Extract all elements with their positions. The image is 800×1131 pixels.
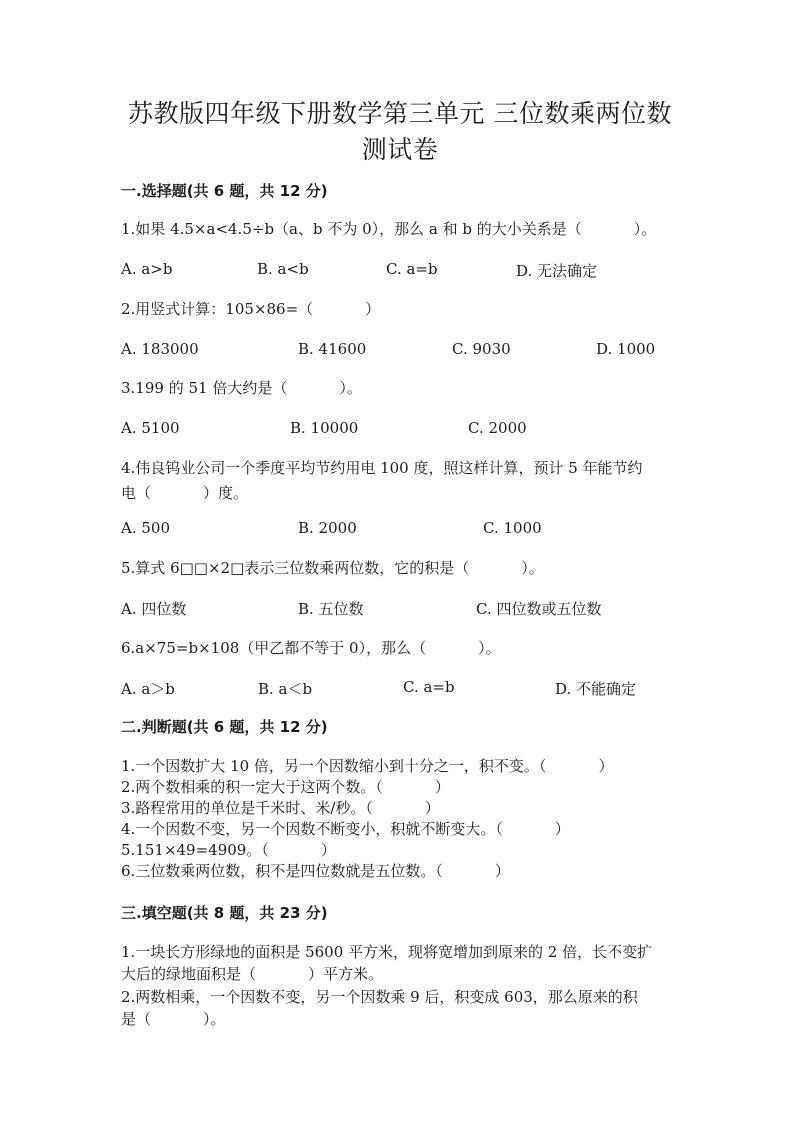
question-text-line2: 电（ — [121, 484, 152, 502]
option-a: A. 四位数 — [121, 600, 187, 618]
question-text: 4.伟良钨业公司一个季度平均节约用电 100 度，照这样计算，预计 5 年能节约 — [121, 459, 643, 477]
fill-text-end: ）平方米。 — [308, 965, 384, 983]
option-c: C. 四位数或五位数 — [476, 600, 602, 618]
fill-text-end: ）。 — [203, 1010, 226, 1028]
judgement-text: 6.三位数乘两位数，积不是四位数就是五位数。（ — [121, 862, 443, 880]
question-1 — [121, 218, 656, 240]
judgement-item-5 — [121, 839, 336, 861]
judgement-item-3 — [121, 797, 440, 819]
option-c: C. 2000 — [468, 419, 527, 437]
option-b: B. 10000 — [290, 419, 359, 437]
question-text: 5.算式 6□□×2□表示三位数乘两位数，它的积是（ — [121, 559, 470, 577]
question-text: 6.a×75=b×108（甲乙都不等于 0），那么（ — [121, 639, 427, 657]
document-title-line2: 测试卷 — [361, 135, 439, 164]
option-c: C. a=b — [403, 678, 455, 696]
fill-text: 2.两数相乘，一个因数不变，另一个因数乘 9 后，积变成 603，那么原来的积 — [121, 988, 638, 1006]
option-b: B. 41600 — [298, 340, 367, 358]
question-text-end: ）。 — [521, 559, 544, 577]
option-a: A. 5100 — [121, 419, 180, 437]
fill-text: 1.一块长方形绿地的面积是 5600 平方米，现将宽增加到原来的 2 倍，长不变扩 — [121, 943, 653, 961]
judgement-item-4 — [121, 818, 570, 840]
question-6 — [121, 637, 501, 659]
question-4 — [121, 457, 643, 504]
judgement-end: ） — [434, 778, 450, 796]
question-text-end: ） — [365, 300, 381, 318]
judgement-text: 3.路程常用的单位是千米时、米/秒。（ — [121, 799, 373, 817]
option-c: C. 9030 — [452, 340, 511, 358]
option-c: C. a=b — [386, 260, 438, 278]
option-b: B. 2000 — [298, 519, 357, 537]
judgement-text: 2.两个数相乘的积一定大于这两个数。（ — [121, 778, 383, 796]
judgement-end: ） — [598, 757, 614, 775]
question-text: 3.199 的 51 倍大约是（ — [121, 379, 288, 397]
section-heading-fill: 三.填空题(共 8 题，共 23 分) — [121, 904, 328, 922]
section-heading-choice: 一.选择题(共 6 题，共 12 分) — [121, 182, 328, 200]
judgement-end: ） — [424, 799, 440, 817]
option-b: B. 五位数 — [298, 600, 364, 618]
question-text-end: ）度。 — [203, 484, 249, 502]
judgement-item-1 — [121, 755, 613, 777]
fill-text-line2: 是（ — [121, 1010, 152, 1028]
option-c: C. 1000 — [483, 519, 542, 537]
option-a: A. a＞b — [121, 680, 175, 698]
option-d: D. 不能确定 — [555, 680, 637, 698]
judgement-end: ） — [554, 820, 570, 838]
option-a: A. 500 — [121, 519, 170, 537]
fill-text-line2: 大后的绿地面积是（ — [121, 965, 257, 983]
question-text: 2.用竖式计算：105×86=（ — [121, 300, 314, 318]
fill-item-2 — [121, 986, 638, 1030]
judgement-text: 4.一个因数不变，另一个因数不断变小，积就不断变大。（ — [121, 820, 503, 838]
judgement-text: 1.一个因数扩大 10 倍，另一个因数缩小到十分之一，积不变。（ — [121, 757, 547, 775]
question-text-end: ）。 — [339, 379, 362, 397]
option-d: D. 无法确定 — [516, 262, 598, 280]
document-title-line1: 苏教版四年级下册数学第三单元 三位数乘两位数 — [128, 99, 672, 128]
judgement-end: ） — [494, 862, 510, 880]
section-heading-judgement: 二.判断题(共 6 题，共 12 分) — [121, 718, 328, 736]
question-2 — [121, 298, 380, 320]
judgement-item-2 — [121, 776, 450, 798]
option-d: D. 1000 — [596, 340, 656, 358]
option-b: B. a＜b — [258, 680, 313, 698]
question-text: 1.如果 4.5×a<4.5÷b（a、b 不为 0），那么 a 和 b 的大小关系是（ — [121, 220, 582, 238]
option-a: A. a>b — [121, 260, 173, 278]
question-text-end: ）。 — [633, 220, 657, 238]
fill-item-1 — [121, 941, 652, 985]
judgement-end: ） — [320, 841, 336, 859]
question-3 — [121, 377, 362, 399]
judgement-text: 5.151×49=4909。（ — [121, 841, 269, 859]
option-a: A. 183000 — [121, 340, 199, 358]
option-b: B. a<b — [257, 260, 309, 278]
question-text-end: ）。 — [478, 639, 501, 657]
judgement-item-6 — [121, 860, 510, 882]
question-5 — [121, 557, 544, 579]
